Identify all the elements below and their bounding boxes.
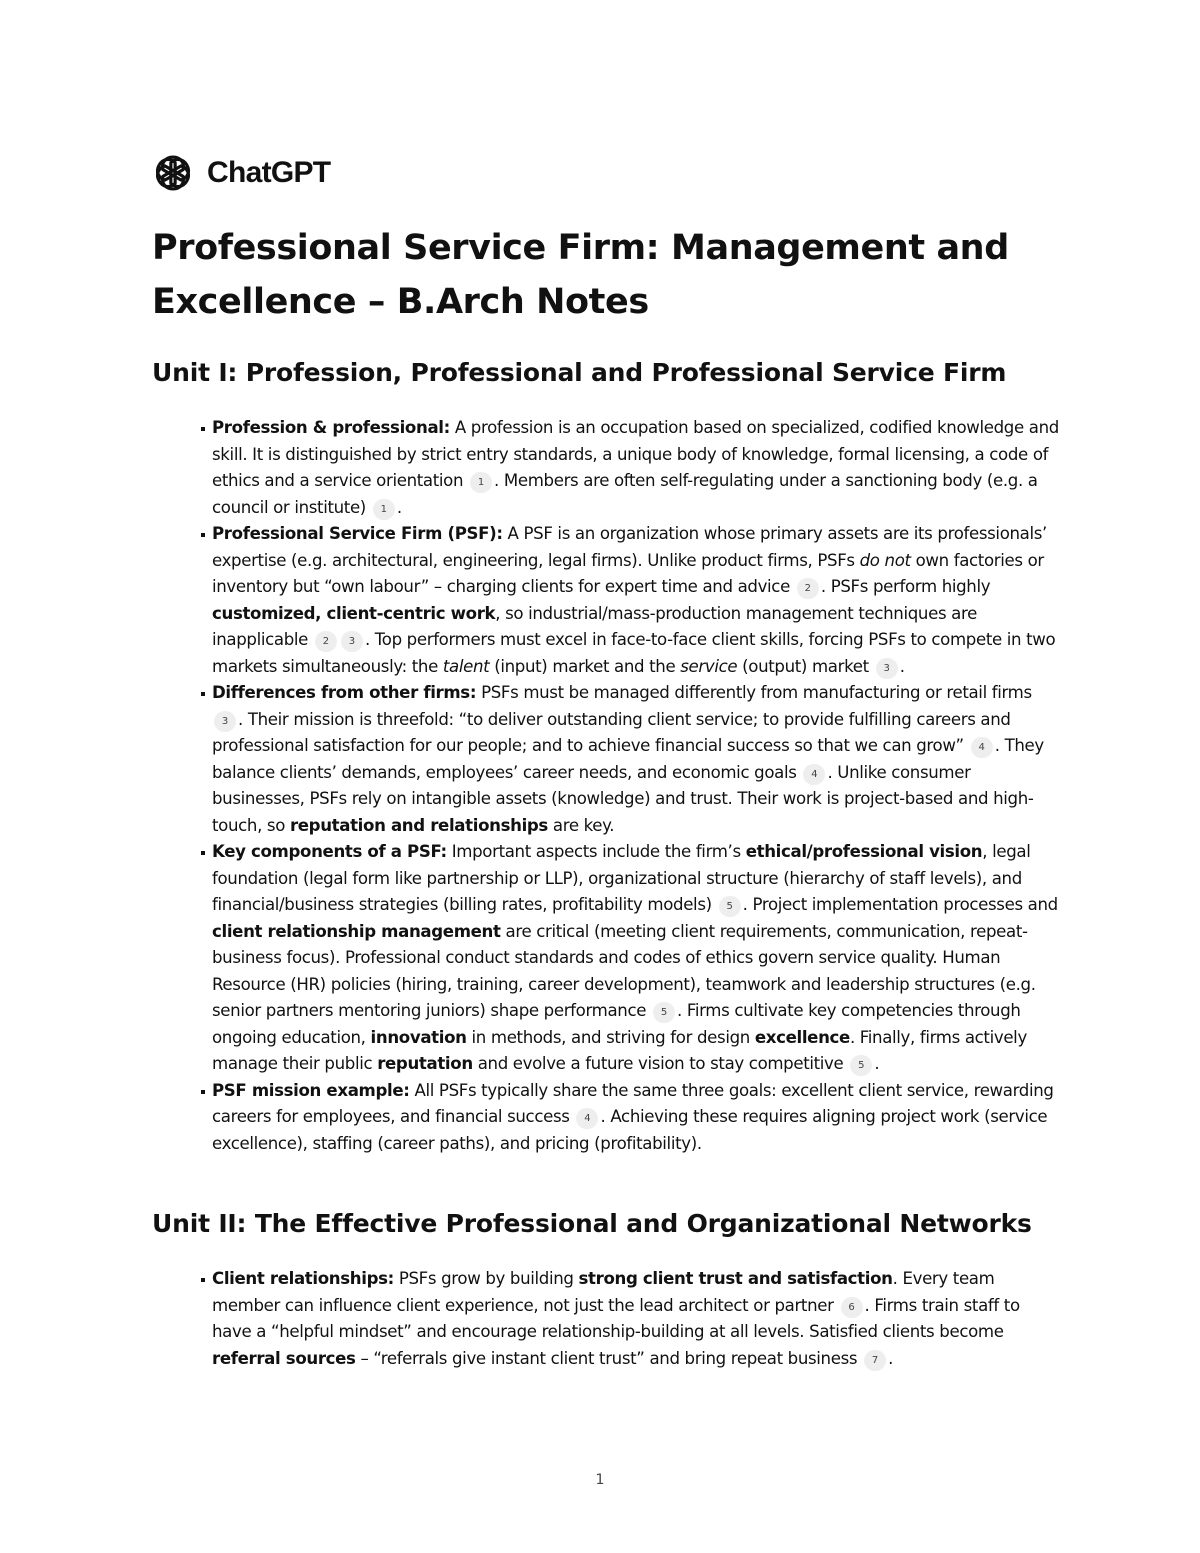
citation-badge[interactable]: 4 xyxy=(971,737,993,758)
unit-2-heading: Unit II: The Effective Professional and Organizational Networks xyxy=(152,1209,1032,1238)
citation-badge[interactable]: 2 xyxy=(315,631,337,652)
bullet-client-relationships: Client relationships: PSFs grow by building strong client trust and satisfaction. Every team member can influence client experience, not just the lead architect or partner 6 . Firms train staff to have a “helpful mindset” and encourage relationship-building at all levels. Satisfied clients become referral sources – “referrals give instant client trust” and bring repeat business 7 . xyxy=(212,1266,1062,1372)
page-number: 1 xyxy=(595,1472,605,1488)
bullet-label: Profession & professional: xyxy=(212,418,450,437)
bullet-psf: Professional Service Firm (PSF): A PSF is an organization whose primary assets are its professionals’ expertise (e.g. architectural, engineering, legal firms). Unlike product firms, PSFs do not own factories or inventory but “own labour” – charging clients for expert time and advice 2 . PSFs perform highly customized, client-centric work, so industrial/mass-production management techniques are inapplicable 2 3 . Top performers must excel in face-to-face client skills, forcing PSFs to compete in two markets simultaneously: the talent (input) market and the service (output) market 3 . xyxy=(212,521,1062,680)
citation-badge[interactable]: 5 xyxy=(719,896,741,917)
citation-badge[interactable]: 5 xyxy=(850,1055,872,1076)
logo-text: ChatGPT xyxy=(207,156,331,189)
unit-1-heading: Unit I: Profession, Professional and Professional Service Firm xyxy=(152,358,1007,387)
citation-badge[interactable]: 1 xyxy=(470,472,492,493)
bullet-label: Client relationships: xyxy=(212,1269,394,1288)
citation-badge[interactable]: 6 xyxy=(841,1297,863,1318)
unit-1-bullet-list xyxy=(212,415,1062,1157)
bullet-profession: Profession & professional: A profession is an occupation based on specialized, codified knowledge and skill. It is distinguished by strict entry standards, a unique body of knowledge, formal licensing, a code of ethics and a service orientation 1 . Members are often self-regulating under a sanctioning body (e.g. a council or institute) 1 . xyxy=(212,415,1062,521)
citation-badge[interactable]: 2 xyxy=(797,578,819,599)
bullet-label: PSF mission example: xyxy=(212,1080,410,1100)
citation-badge[interactable]: 4 xyxy=(803,764,825,785)
citation-badge[interactable]: 4 xyxy=(576,1108,598,1129)
citation-badge[interactable]: 3 xyxy=(876,658,898,679)
chatgpt-logo xyxy=(152,151,330,195)
citation-badge[interactable]: 1 xyxy=(373,499,395,520)
citation-badge[interactable]: 5 xyxy=(653,1002,675,1023)
bullet-label: Professional Service Firm (PSF): xyxy=(212,524,503,543)
citation-badge[interactable]: 3 xyxy=(214,711,236,732)
bullet-key-components: Key components of a PSF: Important aspects include the firm’s ethical/professional vision, legal foundation (legal form like partnership or LLP), organizational structure (hierarchy of staff levels), and financial/business strategies (billing rates, profitability models) 5 . Project implementation processes and client relationship management are critical (meeting client requirements, communication, repeat-business focus). Professional conduct standards and codes of ethics govern service quality. Human Resource (HR) policies (hiring, training, career development), teamwork and leadership structures (e.g. senior partners mentoring juniors) shape performance 5 . Firms cultivate key competencies through ongoing education, innovation in methods, and striving for design excellence. Finally, firms actively manage their public reputation and evolve a future vision to stay competitive 5 . xyxy=(212,839,1062,1078)
citation-badge[interactable]: 7 xyxy=(864,1350,886,1371)
openai-knot-icon xyxy=(152,152,194,194)
bullet-label: Differences from other firms: xyxy=(212,683,477,702)
document-title: Professional Service Firm: Management and Excellence – B.Arch Notes xyxy=(152,228,1009,322)
bullet-label: Key components of a PSF: xyxy=(212,842,447,861)
bullet-differences: Differences from other firms: PSFs must be managed differently from manufacturing or retail firms 3 . Their mission is threefold: “to deliver outstanding client service; to provide fulfilling careers and professional satisfaction for our people; and to achieve financial success so that we can grow” 4 . They balance clients’ demands, employees’ career needs, and economic goals 4 . Unlike consumer businesses, PSFs rely on intangible assets (knowledge) and trust. Their work is project-based and high-touch, so reputation and relationships are key. xyxy=(212,680,1062,839)
unit-2-bullet-list xyxy=(212,1266,1062,1372)
bullet-mission-example: PSF mission example: All PSFs typically share the same three goals: excellent client service, rewarding careers for employees, and financial success 4 . Achieving these requires aligning project work (service excellence), staffing (career paths), and pricing (profitability). xyxy=(212,1078,1062,1158)
citation-badge[interactable]: 3 xyxy=(341,631,363,652)
